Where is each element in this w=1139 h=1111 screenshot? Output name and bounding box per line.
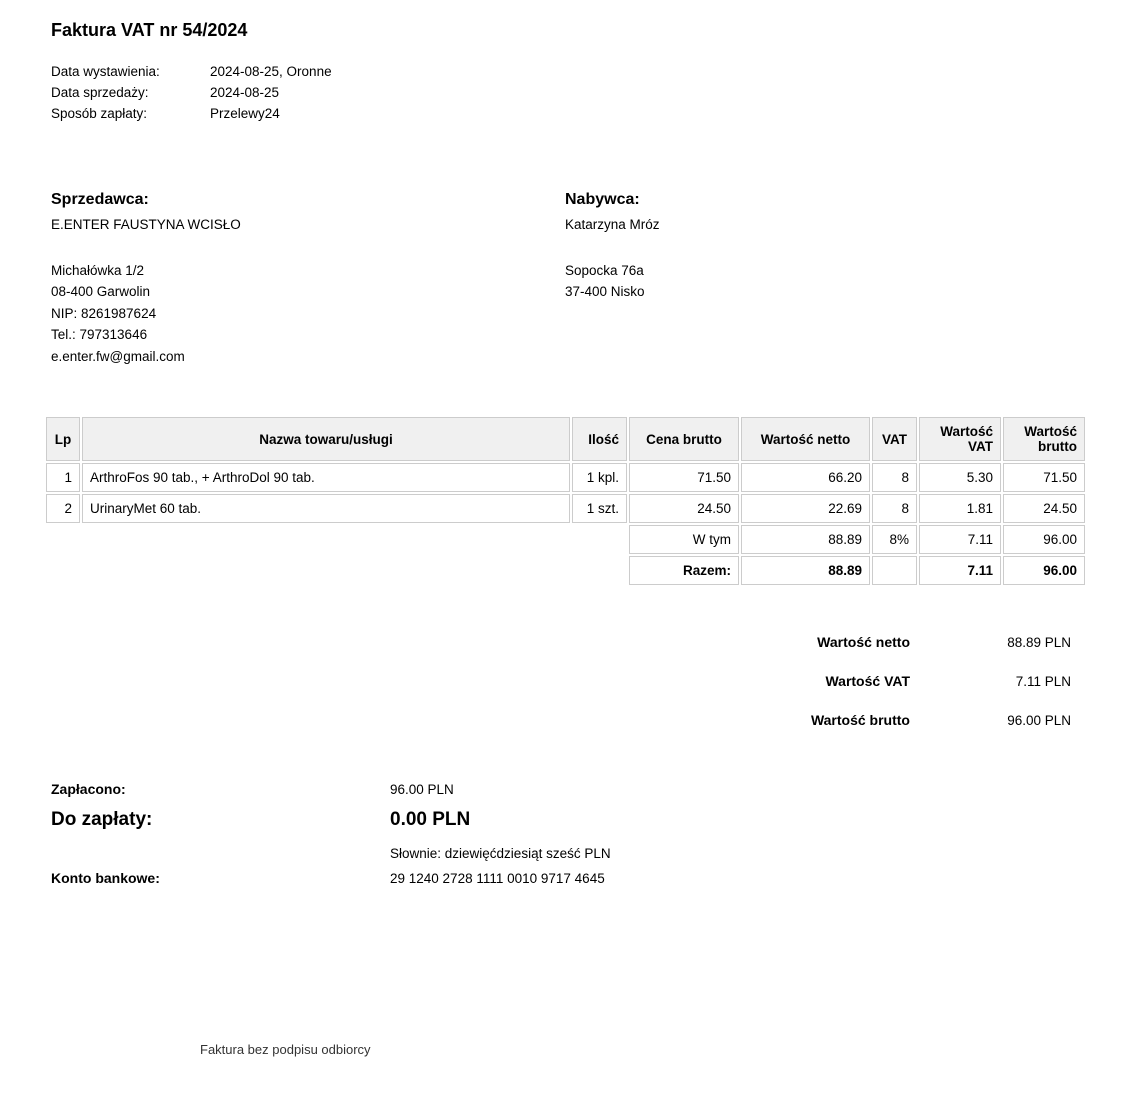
- seller-nip: NIP: 8261987624: [51, 305, 157, 321]
- meta-payment-method: [51, 103, 332, 124]
- bank-account-row: [51, 870, 751, 886]
- cell-lp: 1: [46, 463, 80, 492]
- summary-gross-label: Wartość brutto: [810, 712, 910, 728]
- total-gross-value: 96.00: [1003, 556, 1085, 585]
- seller-address-line1: Michałówka 1/2: [51, 262, 145, 278]
- summary-net-row: [0, 634, 1071, 673]
- cell-net-value: 22.69: [741, 494, 870, 523]
- total-net-value: 88.89: [741, 556, 870, 585]
- meta-issue-date: [51, 61, 332, 82]
- cell-qty: 1 szt.: [572, 494, 627, 523]
- header-net-value: Wartość netto: [741, 417, 870, 461]
- cell-vat: 8: [872, 494, 917, 523]
- item-row: [46, 494, 1085, 523]
- header-qty: Ilość: [572, 417, 627, 461]
- buyer-heading: Nabywca:: [565, 191, 640, 208]
- cell-gross-value: 24.50: [1003, 494, 1085, 523]
- cell-gross-price: 71.50: [629, 463, 739, 492]
- summary-gross-value: 96.00 PLN: [1007, 713, 1071, 728]
- subtotal-gross-value: 96.00: [1003, 525, 1085, 554]
- cell-qty: 1 kpl.: [572, 463, 627, 492]
- cell-lp: 2: [46, 494, 80, 523]
- total-label: Razem:: [629, 556, 739, 585]
- summary-gross-row: [0, 712, 1071, 751]
- header-gross-value: Wartość brutto: [1003, 417, 1085, 461]
- footer-note: Faktura bez podpisu odbiorcy: [200, 1042, 371, 1057]
- seller-heading: Sprzedawca:: [51, 191, 149, 208]
- buyer-block: [565, 191, 985, 303]
- issue-date-value: 2024-08-25, Oronne: [210, 64, 332, 79]
- seller-address-line2: 08-400 Garwolin: [51, 284, 151, 299]
- cell-gross-value: 71.50: [1003, 463, 1085, 492]
- subtotal-blank-cell: [46, 525, 627, 554]
- subtotal-net-value: 88.89: [741, 525, 870, 554]
- subtotal-row: [46, 525, 1085, 554]
- subtotal-vat: 8%: [872, 525, 917, 554]
- buyer-address-line2: 37-400 Nisko: [565, 284, 645, 299]
- summary-net-label: Wartość netto: [817, 634, 910, 650]
- paid-row: [51, 781, 751, 797]
- issue-date-label: Data wystawienia:: [51, 64, 160, 79]
- cell-vat-value: 1.81: [919, 494, 1001, 523]
- cell-vat-value: 5.30: [919, 463, 1001, 492]
- buyer-spacer: [565, 236, 985, 260]
- payment-method-value: Przelewy24: [210, 106, 280, 121]
- payment-block: [51, 781, 751, 886]
- invoice-title: Faktura VAT nr 54/2024: [51, 20, 248, 40]
- buyer-name: Katarzyna Mróz: [565, 217, 660, 232]
- seller-name: E.ENTER FAUSTYNA WCISŁO: [51, 217, 241, 232]
- total-vat-value: 7.11: [919, 556, 1001, 585]
- cell-name: ArthroFos 90 tab., + ArthroDol 90 tab.: [82, 463, 570, 492]
- due-row: [51, 809, 751, 831]
- sale-date-value: 2024-08-25: [210, 85, 280, 100]
- item-row: [46, 463, 1085, 492]
- amount-in-words-row: [51, 845, 751, 861]
- sale-date-label: Data sprzedaży:: [51, 85, 149, 100]
- seller-phone: Tel.: 797313646: [51, 327, 148, 342]
- seller-block: [51, 191, 551, 367]
- amount-in-words: Słownie: dziewięćdziesiąt sześć PLN: [390, 846, 611, 861]
- meta-sale-date: [51, 82, 332, 103]
- bank-account-value: 29 1240 2728 1111 0010 9717 4645: [390, 871, 605, 886]
- payment-method-label: Sposób zapłaty:: [51, 106, 148, 121]
- cell-gross-price: 24.50: [629, 494, 739, 523]
- items-header-row: [46, 417, 1085, 461]
- seller-spacer: [51, 236, 551, 260]
- header-lp: Lp: [46, 417, 80, 461]
- header-gross-price: Cena brutto: [629, 417, 739, 461]
- due-label: Do zapłaty:: [51, 809, 153, 830]
- cell-vat: 8: [872, 463, 917, 492]
- cell-net-value: 66.20: [741, 463, 870, 492]
- total-vat: [872, 556, 917, 585]
- subtotal-label: W tym: [629, 525, 739, 554]
- cell-name: UrinaryMet 60 tab.: [82, 494, 570, 523]
- due-value: 0.00 PLN: [390, 809, 471, 830]
- total-row: [46, 556, 1085, 585]
- header-name: Nazwa towaru/usługi: [82, 417, 570, 461]
- total-blank-cell: [46, 556, 627, 585]
- paid-value: 96.00 PLN: [390, 782, 454, 797]
- items-table: [44, 415, 1087, 587]
- invoice-meta: [51, 61, 332, 124]
- summary-net-value: 88.89 PLN: [1007, 635, 1071, 650]
- totals-summary: [0, 634, 1071, 751]
- subtotal-vat-value: 7.11: [919, 525, 1001, 554]
- summary-vat-row: [0, 673, 1071, 712]
- header-vat: VAT: [872, 417, 917, 461]
- header-vat-value: Wartość VAT: [919, 417, 1001, 461]
- summary-vat-value: 7.11 PLN: [1015, 674, 1071, 689]
- summary-vat-label: Wartość VAT: [825, 673, 910, 689]
- seller-email: e.enter.fw@gmail.com: [51, 348, 185, 364]
- buyer-address-line1: Sopocka 76a: [565, 262, 644, 278]
- paid-label: Zapłacono:: [51, 781, 126, 797]
- bank-account-label: Konto bankowe:: [51, 870, 160, 886]
